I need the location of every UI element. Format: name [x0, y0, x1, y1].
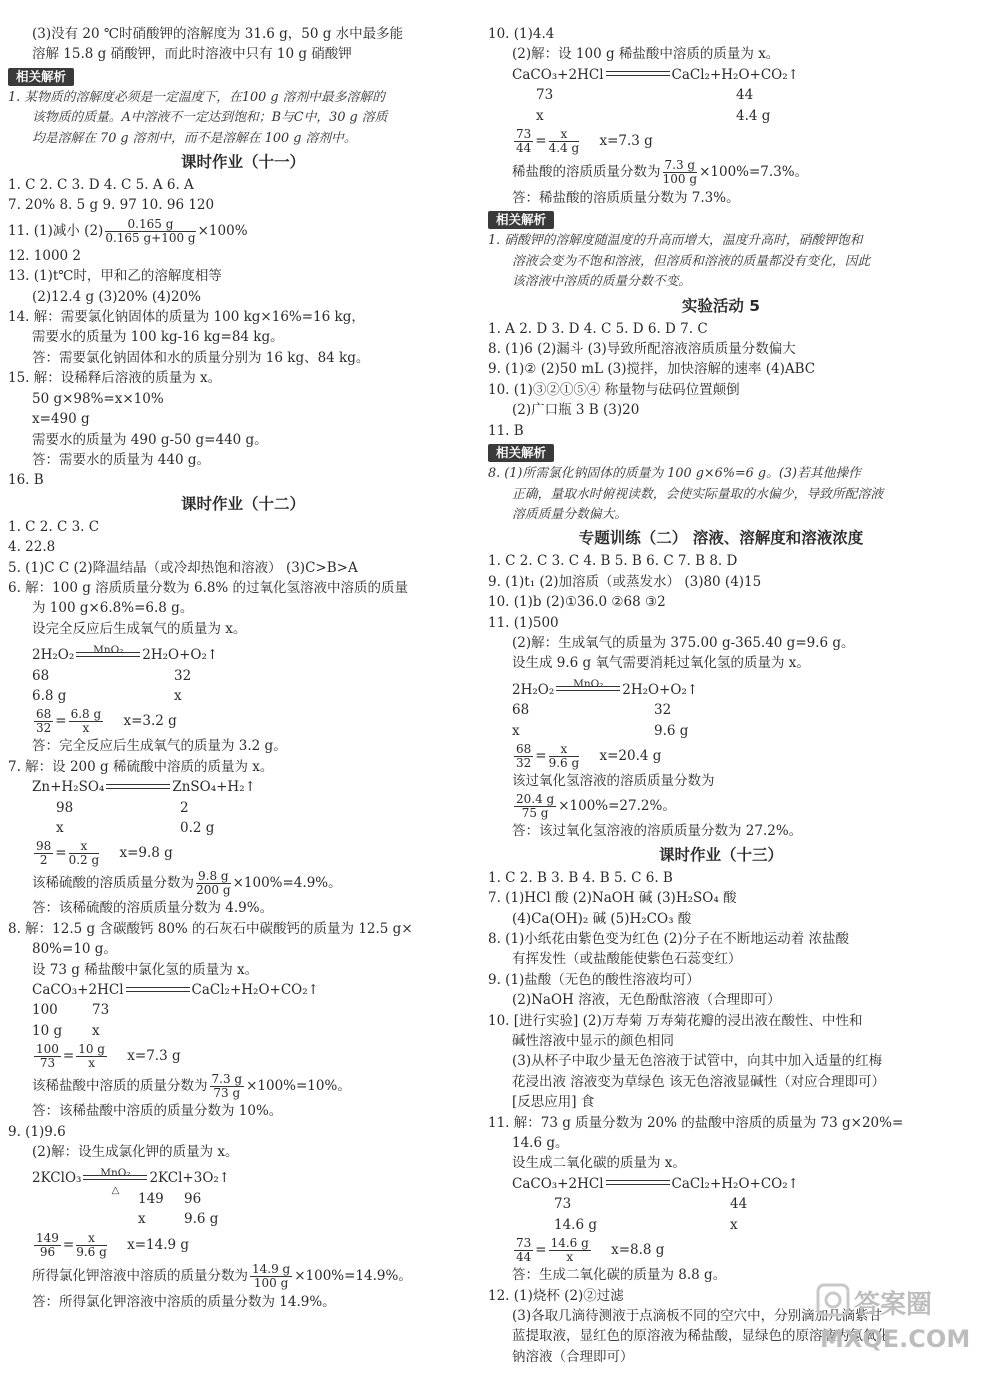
reaction-arrow [76, 643, 140, 657]
answer-line: 6. 解：100 g 溶质质量分数为 6.8% 的过氧化氢溶液中溶质的质量 [8, 579, 409, 596]
analysis-line: 均是溶解在 70 g 溶剂中，而不是溶解在 100 g 溶剂中。 [32, 130, 357, 146]
text-span: ×100%=4.9%。 [232, 875, 342, 892]
left-column [8, 24, 478, 1312]
answer-line: 需要水的质量为 490 g-50 g=440 g。 [32, 431, 268, 448]
answer-line: 14.6 g。 [512, 1135, 569, 1152]
answer-line: 11. 解：73 g 质量分数为 20% 的盐酸中溶质的质量为 73 g×20%= [488, 1114, 904, 1131]
reaction-arrow [106, 787, 170, 789]
text-span: 该稀硫酸的溶质质量分数为 [32, 875, 194, 892]
fraction [34, 840, 53, 867]
reactants: CaCO₃+2HCl [32, 982, 124, 999]
fraction [514, 743, 533, 770]
answer-line: [反思应用] 食 [512, 1094, 595, 1111]
products: ZnSO₄+H₂↑ [172, 779, 256, 796]
answer-line: 9. (1)② (2)50 mL (3)搅拌，加快溶解的速率 (4)ABC [488, 361, 816, 378]
mass: x [92, 1022, 100, 1039]
mass: 2 [180, 799, 189, 816]
products: CaCl₂+H₂O+CO₂↑ [671, 1175, 799, 1192]
numerator: 73 [516, 1236, 532, 1251]
denominator: 75 g [521, 806, 549, 821]
numerator: x [549, 128, 580, 142]
reactants: 2H₂O₂ [32, 647, 75, 664]
reactants: 2H₂O₂ [512, 681, 555, 698]
answer-line: 8. (1)小纸花由紫色变为红色 (2)分子在不断地运动着 浓盐酸 [488, 931, 849, 947]
numerator: 149 [36, 1230, 59, 1245]
mass: 73 [554, 1196, 572, 1213]
answer-line: 设生成二氧化碳的质量为 x。 [512, 1155, 686, 1172]
answer-line: (2)解：设生成氯化钾的质量为 x。 [32, 1144, 239, 1161]
fraction [34, 1232, 61, 1259]
answer-line [8, 1071, 478, 1101]
answer-line: (3)各取几滴待测液于点滴板不同的空穴中，分别滴加几滴紫甘 [512, 1307, 883, 1324]
analysis-line: 该溶液中溶质的质量分数不变。 [512, 274, 692, 290]
answer-line: 答：需要氯化钠固体和水的质量分别为 16 kg、84 kg。 [32, 349, 370, 366]
answer-line: 1. C 2. C 3. C [8, 518, 100, 535]
answer-line: 10. (1)b (2)①36.0 ②68 ③2 [488, 594, 666, 611]
mass-row [488, 721, 954, 741]
analysis-line: 溶质质量分数偏大。 [512, 506, 628, 522]
analysis-line: 1. 某物质的溶解度必须是一定温度下，在100 g 溶剂中最多溶解的 [8, 89, 385, 105]
numerator: 68 [516, 741, 532, 756]
products: CaCl₂+H₂O+CO₂↑ [191, 982, 319, 999]
mass: x [536, 107, 544, 124]
answer-line: 答：稀盐酸的溶质质量分数为 7.3%。 [512, 190, 740, 207]
watermark-cn-text: 答案圈 [854, 1290, 933, 1320]
mass: 98 [56, 799, 74, 816]
answer-line: 1. A 2. D 3. D 4. C 5. D 6. D 7. C [488, 320, 708, 337]
answer-line: 答：完全反应后生成氧气的质量为 3.2 g。 [32, 738, 287, 755]
denominator: 73 [39, 1056, 56, 1071]
text-span: 该稀盐酸中溶质的质量分数为 [32, 1078, 208, 1095]
denominator: 44 [516, 141, 532, 156]
denominator: 200 g [196, 883, 231, 898]
mass-row [8, 798, 478, 818]
mass: 96 [184, 1190, 202, 1207]
text-span: ×100%=7.3%。 [699, 164, 809, 181]
denominator: 0.165 g+100 g [105, 230, 196, 245]
proportion: $\frac{98}{2}$ = $\frac{x}{0.2 g}$ x=9.8 g [36, 839, 173, 868]
answer-line [488, 156, 954, 188]
denominator: x [88, 1056, 95, 1071]
proportion: $\frac{73}{44}$ = $\frac{14.6 g}{x}$ x=8.8 g [516, 1236, 665, 1265]
reaction-arrow [606, 1183, 670, 1185]
answer-line: 7. (1)HCl 酸 (2)NaOH 碱 (3)H₂SO₄ 酸 [488, 890, 737, 907]
mass-row [488, 1215, 954, 1235]
reactants: 2KClO₃ [32, 1170, 82, 1187]
section-heading: 课时作业（十三） [658, 845, 783, 864]
mass-row [8, 666, 478, 686]
mass: x [138, 1211, 146, 1228]
section-heading: 实验活动 5 [681, 296, 761, 315]
mass: 149 [138, 1190, 164, 1207]
result: x=7.3 g [599, 133, 653, 150]
answer-line: 9. (1)9.6 [8, 1123, 66, 1140]
mass: 9.6 g [184, 1211, 219, 1228]
right-column [488, 24, 954, 1367]
answer-line: 1. C 2. C 3. C 4. B 5. B 6. C 7. B 8. D [488, 553, 738, 570]
products: 2H₂O+O₂↑ [622, 681, 699, 698]
answer-line: 蓝提取液，显红色的原溶液为稀盐酸，显绿色的原溶液为氢氧化 [512, 1328, 890, 1345]
fraction [196, 870, 231, 897]
numerator: 98 [36, 839, 52, 854]
denominator: x [566, 1250, 574, 1265]
mass: 68 [32, 667, 50, 684]
denominator: 0.2 g [68, 853, 100, 868]
answer-line: 答：该稀硫酸的溶质质量分数为 4.9%。 [32, 900, 274, 917]
text-span: 所得氯化钾溶液中溶质的质量分数为 [32, 1267, 248, 1284]
fraction [76, 1043, 107, 1070]
answer-line: 50 g×98%=x×10% [32, 390, 164, 407]
text-span: 11. (1)减小 (2) [8, 222, 104, 239]
mass: 73 [536, 87, 554, 104]
mass-row [488, 700, 954, 720]
equation [8, 645, 478, 665]
reactants: CaCO₃+2HCl [512, 1175, 604, 1192]
answer-line: 9. (1)盐酸（无色的酸性溶液均可） [488, 971, 700, 988]
answer-line [8, 1260, 478, 1292]
fraction [549, 1237, 591, 1264]
answer-line: 8. (1)6 (2)漏斗 (3)导致所配溶液溶质质量分数偏大 [488, 341, 796, 358]
equation [8, 777, 478, 797]
answer-line: 12. (1)烧杯 (2)②过滤 [488, 1287, 624, 1304]
reactants: CaCO₃+2HCl [512, 66, 604, 83]
equation [8, 980, 478, 1000]
answer-line: 设生成 9.6 g 氧气需要消耗过氧化氢的质量为 x。 [512, 655, 810, 672]
denominator: 2 [39, 853, 48, 868]
mass: 14.6 g [554, 1216, 597, 1233]
mass-row [8, 1021, 478, 1041]
answer-line: 设 73 g 稀盐酸中氯化氢的质量为 x。 [32, 961, 259, 978]
answer-line: 13. (1)t℃时，甲和乙的溶解度相等 [8, 268, 222, 285]
answer-line: 有挥发性（或盐酸能使紫色石蕊变红） [512, 951, 742, 968]
result: x=8.8 g [611, 1242, 665, 1259]
answer-line: (4)Ca(OH)₂ 碱 (5)H₂CO₃ 酸 [512, 910, 692, 927]
denominator: 44 [516, 1250, 532, 1265]
numerator: x [69, 840, 100, 854]
denominator: 32 [36, 721, 52, 736]
numerator: x [549, 743, 580, 757]
answer-line: (2)NaOH 溶液，无色酚酞溶液（合理即可） [512, 992, 781, 1009]
denominator: 96 [39, 1244, 56, 1259]
text-span: 稀盐酸的溶质质量分数为 [512, 164, 661, 181]
answer-line: (2)12.4 g (3)20% (4)20% [32, 288, 201, 305]
answer-line: 花浸出液 溶液变为草绿色 该无色溶液显碱性（对应合理即可） [512, 1073, 886, 1090]
answer-line: 钠溶液（合理即可） [512, 1348, 634, 1365]
products: 2H₂O+O₂↑ [142, 647, 219, 664]
fraction [549, 743, 580, 770]
watermark-logo [814, 1283, 984, 1355]
numerator: 100 [36, 1042, 59, 1057]
denominator: 73 g [213, 1086, 241, 1101]
fraction [514, 128, 533, 155]
equation [488, 65, 954, 85]
mass: 44 [730, 1196, 748, 1213]
numerator: 68 [36, 707, 52, 722]
denominator: 32 [516, 755, 532, 770]
answer-line: (2)解：生成氧气的质量为 375.00 g-365.40 g=9.6 g。 [512, 634, 855, 651]
result: x=9.8 g [119, 845, 173, 862]
answer-line: 9. (1)t₁ (2)加溶质（或蒸发水） (3)80 (4)15 [488, 573, 762, 590]
mass: x [512, 722, 520, 739]
fraction [663, 159, 698, 186]
answer-line: 答：该稀盐酸中溶质的质量分数为 10%。 [32, 1103, 283, 1120]
answer-line: 80%=10 g。 [32, 941, 117, 958]
text-span: ×100%=10%。 [246, 1078, 351, 1095]
denominator: 4.4 g [548, 141, 580, 156]
numerator: 14.9 g [252, 1261, 291, 1276]
products: 2KCl+3O₂↑ [149, 1170, 231, 1187]
answer-line: 8. 解：12.5 g 含碳酸钙 80% 的石灰石中碳酸钙的质量为 12.5 g× [8, 920, 413, 937]
result: x=20.4 g [599, 747, 662, 764]
numerator: 7.3 g [664, 158, 696, 173]
proportion: $\frac{149}{96}$ = $\frac{x}{9.6 g}$ x=14.9 g [36, 1230, 190, 1259]
proportion: $\frac{100}{73}$ = $\frac{10 g}{x}$ x=7.3 g [36, 1042, 181, 1071]
reaction-arrow [126, 990, 190, 992]
watermark-url-text: MXQE.COM [820, 1325, 971, 1353]
analysis-tag: 相关解析 [488, 211, 554, 229]
analysis-line: 8. (1)所需氯化钠固体的质量为 100 g×6%=6 g。(3)若其他操作 [488, 466, 861, 482]
answer-line: 10. (1)③②①⑤④ 称量物与砝码位置颠倒 [488, 381, 740, 398]
mass: 73 [92, 1002, 110, 1019]
numerator: 7.3 g [211, 1072, 243, 1087]
answer-line: 11. B [488, 422, 524, 439]
mass: x [730, 1216, 738, 1233]
analysis-tag: 相关解析 [8, 68, 74, 86]
text-span: ×100%=14.9%。 [294, 1267, 412, 1284]
answer-line: 10. (1)4.4 [488, 26, 555, 42]
answer-line: (2)解：设 100 g 稀盐酸中溶质的质量为 x。 [512, 46, 780, 63]
answer-line: 10. [进行实验] (2)万寿菊 万寿菊花瓣的浸出液在酸性、中性和 [488, 1012, 863, 1029]
mass: 10 g [32, 1022, 63, 1039]
analysis-tag: 相关解析 [488, 444, 554, 462]
mass-row [488, 85, 954, 105]
mass-row [8, 1189, 478, 1209]
mass: x [174, 687, 182, 704]
analysis-line: 1. 硝酸钾的溶解度随温度的升高而增大，温度升高时，硝酸钾饱和 [488, 233, 863, 249]
reactants: Zn+H₂SO₄ [32, 779, 105, 796]
catalyst: MnO₂ [100, 1166, 131, 1179]
fraction [34, 1043, 61, 1070]
numerator: 20.4 g [516, 792, 555, 807]
mass-row [8, 818, 478, 838]
answer-line: 为 100 g×6.8%=6.8 g。 [32, 600, 194, 617]
mass: 44 [736, 87, 754, 104]
text-span: ×100%=27.2%。 [558, 798, 676, 815]
reaction-arrow [83, 1166, 147, 1196]
fraction [514, 793, 556, 820]
mass-row [488, 1194, 954, 1214]
section-heading: 课时作业（十一） [180, 153, 305, 172]
products: CaCl₂+H₂O+CO₂↑ [671, 66, 799, 83]
answer-line: 12. 1000 2 [8, 247, 81, 264]
text-line: (3)没有 20 ℃时硝酸钾的溶解度为 31.6 g，50 g 水中最多能 [32, 26, 404, 42]
answer-line: 该过氧化氢溶液的溶质质量分数为 [512, 772, 715, 789]
heat-symbol: △ [111, 1184, 120, 1196]
mass: 32 [174, 667, 192, 684]
answer-line [488, 791, 954, 821]
section-heading: 专题训练（二） 溶液、溶解度和溶液浓度 [578, 529, 864, 548]
text-line: 溶解 15.8 g 硝酸钾，而此时溶液中只有 10 g 硝酸钾 [32, 46, 352, 63]
analysis-line: 该物质的质量。A中溶液不一定达到饱和；B与C中，30 g 溶质 [32, 110, 388, 126]
proportion: $\frac{68}{32}$ = $\frac{x}{9.6 g}$ x=20.4 g [516, 741, 662, 770]
fraction [34, 708, 53, 735]
denominator: 9.6 g [548, 755, 580, 770]
answer-line: (2)广口瓶 3 B (3)20 [512, 402, 640, 419]
answer-line: (3)从杯子中取少量无色溶液于试管中，向其中加入适量的红梅 [512, 1053, 883, 1070]
equation [488, 680, 954, 700]
analysis-line: 溶液会变为不饱和溶液，但溶质和溶液的质量都没有变化，因此 [512, 253, 871, 269]
answer-line: 答：生成二氧化碳的质量为 8.8 g。 [512, 1267, 727, 1284]
reaction-arrow [556, 678, 620, 691]
denominator: 9.6 g [76, 1244, 107, 1259]
fraction [514, 1237, 533, 1264]
numerator: 73 [516, 127, 532, 142]
denominator: 100 g [662, 172, 697, 187]
fraction [549, 128, 580, 155]
fraction [69, 708, 104, 735]
equation [8, 1166, 478, 1196]
answer-line: x=490 g [32, 411, 90, 428]
fraction [105, 218, 195, 245]
answer-line: 15. 解：设稀释后溶液的质量为 x。 [8, 370, 222, 387]
result: x=3.2 g [123, 713, 177, 730]
numerator: x [76, 1232, 107, 1246]
mass: 0.2 g [180, 820, 215, 836]
answer-line: 1. C 2. B 3. B 4. B 5. C 6. B [488, 869, 673, 886]
proportion: $\frac{73}{44}$ = $\frac{x}{4.4 g}$ x=7.3 g [516, 127, 653, 156]
answer-line: 需要水的质量为 100 kg-16 kg=84 kg。 [32, 329, 284, 346]
answer-line: 4. 22.8 [8, 539, 56, 556]
fraction [210, 1073, 245, 1100]
mass: 68 [512, 702, 530, 719]
answer-line: 5. (1)C C (2)降温结晶（或冷却热饱和溶液） (3)C>B>A [8, 559, 358, 576]
answer-line: 7. 20% 8. 5 g 9. 97 10. 96 120 [8, 197, 215, 214]
numerator: 9.8 g [198, 869, 229, 884]
fraction [69, 840, 100, 867]
result: x=7.3 g [127, 1048, 181, 1065]
mass: 6.8 g [32, 687, 67, 704]
answer-line [8, 868, 478, 898]
answer-line: 11. (1)500 [488, 614, 559, 631]
denominator: x [82, 721, 90, 736]
answer-line: 答：需要水的质量为 440 g。 [32, 451, 210, 468]
answer-line: 1. C 2. C 3. D 4. C 5. A 6. A [8, 177, 194, 194]
analysis-line: 正确，量取水时俯视读数，会使实际量取的水偏少，导致所配溶液 [512, 486, 884, 502]
answer-line: 16. B [8, 472, 44, 489]
answer-line: 答：该过氧化氢溶液的溶质质量分数为 27.2%。 [512, 823, 803, 840]
fraction [76, 1232, 107, 1259]
mass-row [488, 106, 954, 126]
numerator: 10 g [78, 1042, 105, 1057]
answer-line: 答：所得氯化钾溶液中溶质的质量分数为 14.9%。 [32, 1293, 336, 1310]
mass-row [8, 1209, 478, 1229]
fraction [250, 1263, 292, 1290]
denominator: 100 g [253, 1275, 289, 1290]
catalyst: MnO₂ [93, 643, 124, 656]
mass: 32 [654, 702, 672, 719]
answer-line: 设完全反应后生成氧气的质量为 x。 [32, 620, 247, 637]
text-span: ×100% [197, 222, 248, 239]
result: x=14.9 g [127, 1236, 190, 1253]
reaction-arrow [606, 74, 670, 76]
mass: 100 [32, 1002, 58, 1019]
catalyst: MnO₂ [573, 678, 604, 691]
answer-line [8, 216, 478, 246]
mass-row [8, 1000, 478, 1020]
proportion: $\frac{68}{32}$ = $\frac{6.8 g}{x}$ x=3.2 g [36, 707, 177, 736]
section-heading: 课时作业（十二） [180, 494, 305, 513]
answer-line: 7. 解：设 200 g 稀硫酸中溶质的质量为 x。 [8, 758, 274, 775]
mass: 4.4 g [736, 107, 771, 124]
equation [488, 1174, 954, 1194]
answer-line: 碱性溶液中显示的颜色相同 [512, 1033, 674, 1050]
mass: 9.6 g [654, 722, 689, 739]
numerator: 0.165 g [105, 218, 195, 232]
answer-line: 14. 解：需要氯化钠固体的质量为 100 kg×16%=16 kg， [8, 309, 365, 326]
numerator: 6.8 g [70, 707, 102, 722]
mass: x [56, 820, 64, 836]
mass-row [8, 686, 478, 706]
numerator: 14.6 g [550, 1236, 589, 1251]
watermark-graphic [814, 1283, 984, 1355]
